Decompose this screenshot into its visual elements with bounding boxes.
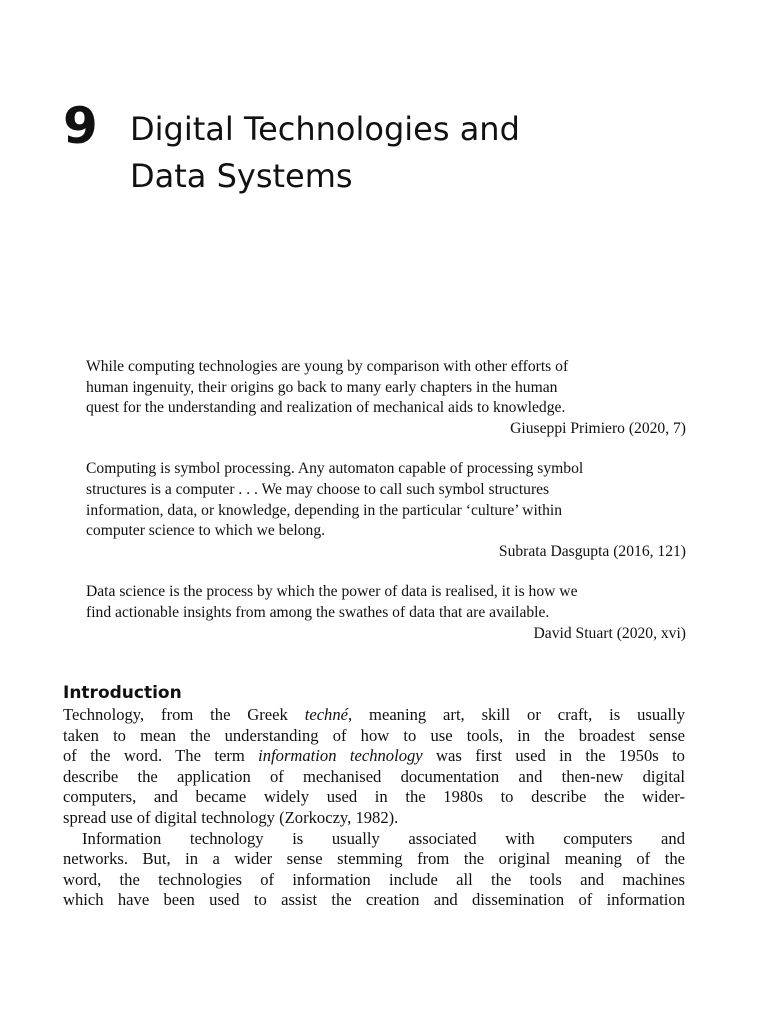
quote-line: find actionable insights from among the swathes of data that are available. [86,603,550,621]
paragraph-line: spread use of digital technology (Zorkoczy, 1982). [63,807,399,827]
paragraph-line [63,705,685,726]
text-run: was first used in the 1950s to [422,746,685,766]
chapter-title-line: Data Systems [130,157,353,195]
epigraph-quote [86,459,686,541]
text-run: of the word. The term [63,746,259,766]
epigraph-stuart [86,582,686,644]
introduction-section [63,682,685,911]
chapter-title [130,106,520,200]
epigraph-source: Subrata Dasgupta (2016, 121) [498,542,686,560]
text-run: Technology, from the Greek [63,705,305,724]
paragraph-line: taken to mean the understanding of how to use tools, in the broadest sense [63,725,685,745]
paragraph-line: Information technology is usually associated with computers and [82,828,685,848]
quote-line: information, data, or knowledge, depending in the particular ‘culture’ within [86,501,563,519]
chapter-header [63,98,728,200]
epigraph-primiero [86,357,686,439]
paragraph-line: which have been used to assist the creation and dissemination of information [63,890,685,910]
quote-line: Computing is symbol processing. Any automaton capable of processing symbol [86,460,584,478]
chapter-number: 9 [63,97,98,155]
paragraph-line [63,746,685,767]
quote-line: human ingenuity, their origins go back to many early chapters in the human [86,378,558,396]
paragraph-line: describe the application of mechanised documentation and then-new digital [63,766,685,786]
quote-line: quest for the understanding and realization of mechanical aids to knowledge. [86,399,566,417]
epigraph-source: David Stuart (2020, xvi) [533,624,686,642]
paragraph-line: computers, and became widely used in the 1980s to describe the wider- [63,787,685,807]
paragraph-line: networks. But, in a wider sense stemming from the original meaning of the [63,849,685,869]
quote-line: structures is a computer . . . We may choose to call such symbol structures [86,480,550,498]
italic-term: information technology [258,746,423,766]
epigraphs [86,357,686,664]
epigraph-quote [86,582,686,623]
paragraph-line: word, the technologies of information include all the tools and machines [63,869,685,889]
paragraph [63,829,685,911]
chapter-title-line: Digital Technologies and [130,110,520,148]
epigraph-source: Giuseppi Primiero (2020, 7) [510,419,686,437]
section-heading: Introduction [63,683,182,703]
quote-line: computer science to which we belong. [86,522,326,540]
epigraph-quote [86,357,686,419]
text-run: , meaning art, skill or craft, is usually [348,705,685,724]
quote-line: While computing technologies are young by comparison with other efforts of [86,358,569,375]
quote-line: Data science is the process by which the power of data is realised, it is how we [86,583,578,601]
paragraph [63,705,685,829]
italic-term: techné [304,705,349,724]
epigraph-dasgupta [86,459,686,562]
